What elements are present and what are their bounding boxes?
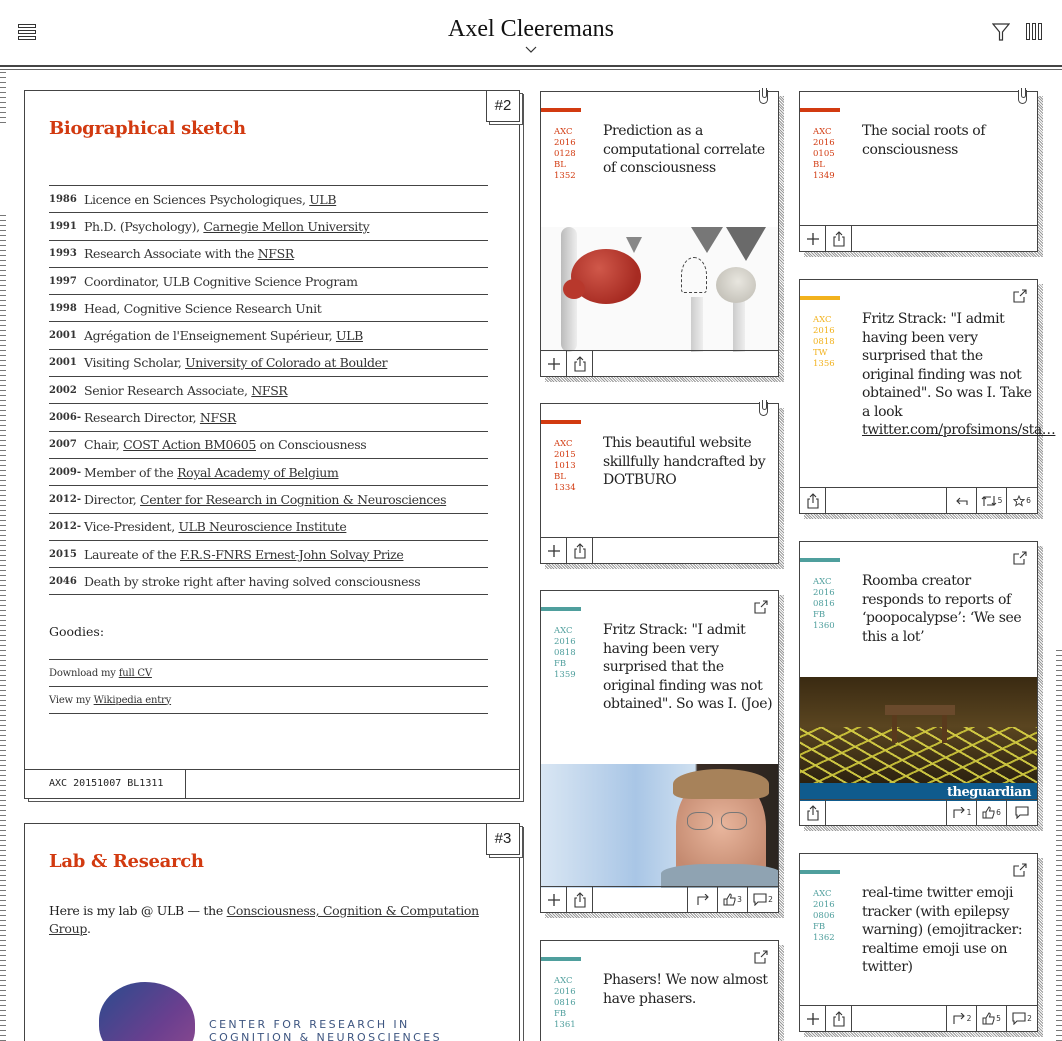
- meta-line: BL: [813, 160, 825, 170]
- page-title: Axel Cleeremans: [448, 16, 614, 42]
- meta-line: 0818: [554, 648, 576, 658]
- bio-text-main: Licence en Sciences Psychologiques,: [84, 191, 310, 207]
- reply-icon: [955, 496, 969, 506]
- thumbs-up-icon: [723, 893, 736, 906]
- bio-year: 1991: [49, 220, 77, 232]
- meta-line: 2016: [554, 637, 576, 647]
- bio-year: 2009-: [49, 466, 81, 478]
- bio-year: 2007: [49, 439, 77, 451]
- meta-line: FB: [813, 922, 826, 932]
- comment-icon: [1015, 806, 1029, 819]
- bio-link[interactable]: ULB Neuroscience Institute: [178, 519, 347, 535]
- bio-text: [84, 192, 336, 207]
- bio-entry: [49, 295, 488, 322]
- card-actions: [541, 886, 778, 912]
- bio-year: 2006-: [49, 412, 81, 424]
- card-actions: [800, 799, 1037, 825]
- retweet-count: 5: [997, 496, 1003, 505]
- meta-line: 1361: [554, 1020, 576, 1030]
- actions-spacer: [826, 488, 947, 513]
- thumbs-up-icon: [982, 1012, 995, 1025]
- bio-card: [24, 90, 520, 799]
- bio-link[interactable]: COST Action BM0605: [123, 437, 256, 453]
- bio-text-main: Visiting Scholar,: [84, 355, 186, 371]
- share-icon: [832, 231, 846, 247]
- card-text: [862, 310, 1056, 440]
- card-number-badge: #3: [486, 823, 520, 855]
- card-actions: [800, 225, 1037, 251]
- goodies-link[interactable]: Wikipedia entry: [93, 694, 172, 706]
- star-icon: [1013, 495, 1025, 507]
- bio-text-after: on Consciousness: [255, 437, 367, 453]
- meta-line: 2016: [813, 588, 835, 598]
- card-text-main: This beautiful website skillfully handcrafted by DOTBURO: [603, 435, 766, 488]
- share-icon: [573, 356, 587, 372]
- card-actions: [541, 537, 778, 563]
- card-text-main: The social roots of consciousness: [862, 123, 986, 158]
- bio-text-main: Chair,: [84, 437, 124, 453]
- goodies-list: [49, 659, 488, 714]
- scroll-ticks-left-top: [0, 72, 6, 127]
- meta-line: 1362: [813, 933, 835, 943]
- share-icon: [806, 493, 820, 509]
- forward-button[interactable]: [947, 1006, 977, 1031]
- scroll-ticks-left: [0, 215, 6, 1041]
- card-meta: [554, 127, 576, 182]
- logo-text: [209, 1018, 442, 1041]
- bio-link[interactable]: ULB: [335, 328, 363, 344]
- paperclip-icon: [1018, 90, 1027, 104]
- external-link-icon[interactable]: [754, 600, 768, 614]
- goodies-heading: Goodies:: [49, 624, 105, 639]
- top-bar: [0, 0, 1062, 70]
- comment-icon: [753, 893, 767, 906]
- accent-bar: [541, 420, 581, 424]
- share-count: 1: [966, 808, 972, 817]
- bio-year: 1986: [49, 193, 77, 205]
- meta-line: 0816: [554, 998, 576, 1008]
- retweet-icon: [981, 495, 997, 507]
- bio-entry: [49, 514, 488, 541]
- comment-button[interactable]: [1007, 800, 1037, 825]
- reply-button[interactable]: [947, 488, 977, 513]
- bio-link[interactable]: ULB: [309, 191, 337, 207]
- share-button[interactable]: [567, 351, 593, 376]
- feed-card[interactable]: [540, 590, 779, 913]
- bio-entry: [49, 377, 488, 404]
- feed-card[interactable]: [540, 91, 779, 377]
- card-actions: [800, 1005, 1037, 1031]
- meta-line: FB: [554, 1009, 567, 1019]
- meta-line: 1334: [554, 483, 576, 493]
- card-image: [800, 677, 1037, 801]
- meta-line: 2016: [554, 987, 576, 997]
- bio-link[interactable]: NFSR: [251, 382, 288, 398]
- bio-year: 2001: [49, 357, 77, 369]
- feed-card[interactable]: [540, 403, 779, 564]
- forward-button[interactable]: [688, 887, 718, 912]
- meta-line: AXC: [813, 577, 832, 587]
- card-text-main: Phasers! We now almost have phasers.: [603, 972, 768, 1007]
- lab-link[interactable]: Consciousness, Cognition & Computation Group: [49, 903, 479, 936]
- share-arrow-icon: [952, 807, 966, 819]
- plus-icon: [547, 357, 561, 371]
- meta-line: 0128: [554, 149, 576, 159]
- add-button[interactable]: [541, 887, 567, 912]
- like-button[interactable]: [718, 887, 748, 912]
- columns-icon[interactable]: [1026, 23, 1044, 41]
- add-button[interactable]: [541, 538, 567, 563]
- bio-entry: [49, 186, 488, 213]
- bio-entry: [49, 322, 488, 349]
- meta-line: 0816: [813, 599, 835, 609]
- card-meta: [813, 315, 835, 370]
- meta-line: AXC: [554, 626, 573, 636]
- bio-text: [84, 465, 338, 480]
- bio-text-main: Death by stroke right after having solved consciousness: [84, 573, 421, 589]
- bio-text: [84, 219, 369, 234]
- bio-entry: [49, 213, 488, 240]
- accent-bar: [541, 957, 581, 961]
- share-icon: [573, 543, 587, 559]
- bio-text: [84, 574, 420, 589]
- add-button[interactable]: [541, 351, 567, 376]
- meta-line: TW: [813, 348, 828, 358]
- like-count: 5: [996, 1014, 1001, 1023]
- actions-spacer: [826, 800, 947, 825]
- share-button[interactable]: [567, 887, 593, 912]
- share-icon: [573, 892, 587, 908]
- card-title: Biographical sketch: [49, 118, 246, 139]
- meta-line: AXC: [813, 127, 832, 137]
- meta-line: 2016: [813, 326, 835, 336]
- logo-blob: [99, 982, 195, 1041]
- comment-button[interactable]: [1007, 1006, 1037, 1031]
- share-icon: [806, 805, 820, 821]
- share-arrow-icon: [952, 1013, 966, 1025]
- card-actions: [800, 487, 1037, 513]
- bio-text-main: Research Associate with the: [84, 246, 258, 262]
- accent-bar: [800, 108, 840, 112]
- card-text: [603, 434, 775, 490]
- bio-entry: [49, 350, 488, 377]
- bio-text-main: Laureate of the: [84, 546, 180, 562]
- goodies-text: View my: [49, 694, 91, 706]
- bio-year: 1997: [49, 275, 77, 287]
- meta-line: FB: [554, 659, 567, 669]
- external-link-icon[interactable]: [754, 950, 768, 964]
- bio-year: 2012-: [49, 493, 81, 505]
- feed-card[interactable]: [799, 279, 1056, 514]
- bio-entry: [49, 541, 488, 568]
- bio-link[interactable]: NFSR: [257, 246, 294, 262]
- meta-line: 1352: [554, 171, 576, 181]
- share-button[interactable]: [800, 800, 826, 825]
- meta-line: 0818: [813, 337, 835, 347]
- bio-text: [84, 328, 363, 343]
- lab-card: [24, 823, 520, 1041]
- favorite-count: 6: [1026, 496, 1031, 505]
- bio-entry: [49, 568, 488, 595]
- goodies-text: Download my: [49, 667, 116, 679]
- card-text-main: Fritz Strack: "I admit having been very surprised that the original finding was not obtained". So was I. (Joe): [603, 622, 773, 712]
- card-meta: [554, 626, 576, 681]
- image-caption: theguardian: [947, 785, 1031, 800]
- card-image: [541, 227, 778, 352]
- plus-icon: [806, 1012, 820, 1026]
- meta-line: 2016: [813, 138, 835, 148]
- retweet-button[interactable]: [977, 488, 1007, 513]
- meta-line: AXC: [554, 439, 573, 449]
- goodies-item: [49, 660, 488, 687]
- accent-bar: [800, 296, 840, 300]
- bio-link[interactable]: Center for Research in Cognition & Neurosciences: [140, 491, 447, 507]
- card-meta: [813, 577, 835, 632]
- lab-intro: [49, 902, 479, 938]
- meta-line: AXC: [813, 889, 832, 899]
- card-meta: [813, 889, 835, 944]
- card-id: AXC 20151007 BL1311: [25, 770, 186, 798]
- add-button[interactable]: [800, 1006, 826, 1031]
- meta-line: AXC: [813, 315, 832, 325]
- bio-text-main: Director,: [84, 491, 140, 507]
- bio-entry: [49, 404, 488, 431]
- bio-year: 2001: [49, 330, 77, 342]
- bio-text: [84, 383, 288, 398]
- card-text-main: Fritz Strack: "I admit having been very surprised that the original finding was not obtained". So was I. Take a look: [862, 311, 1032, 420]
- bio-text-main: Ph.D. (Psychology),: [84, 218, 204, 234]
- share-arrow-icon: [696, 894, 710, 906]
- bio-link[interactable]: Royal Academy of Belgium: [177, 464, 339, 480]
- bio-list: [49, 185, 488, 595]
- add-button[interactable]: [800, 226, 826, 251]
- scroll-ticks-right: [1056, 650, 1062, 1041]
- meta-line: AXC: [554, 127, 573, 137]
- share-count: 2: [966, 1014, 972, 1023]
- bio-entry: [49, 268, 488, 295]
- card-text-main: real-time twitter emoji tracker (with epilepsy warning) (emojitracker: realtime emoji use on twitter): [862, 885, 1023, 975]
- card-text: [603, 971, 775, 1008]
- bio-text: [84, 410, 236, 425]
- meta-line: 1013: [554, 461, 576, 471]
- meta-line: 1360: [813, 621, 835, 631]
- external-link-icon[interactable]: [1013, 289, 1027, 303]
- card-meta: [813, 127, 835, 182]
- like-count: 3: [737, 895, 742, 904]
- share-button[interactable]: [800, 488, 826, 513]
- bio-text-main: Vice-President,: [84, 519, 179, 535]
- accent-bar: [541, 108, 581, 112]
- plus-icon: [547, 893, 561, 907]
- card-text: [603, 621, 775, 714]
- feed-card[interactable]: [799, 541, 1038, 826]
- card-meta: [554, 439, 576, 494]
- share-icon: [832, 1011, 846, 1027]
- bio-text: [84, 547, 403, 562]
- card-text: [603, 122, 775, 178]
- thumbs-up-icon: [982, 806, 995, 819]
- paperclip-icon: [759, 402, 768, 416]
- meta-line: 0105: [813, 149, 835, 159]
- feed-card[interactable]: [799, 91, 1038, 252]
- like-count: 6: [996, 808, 1001, 817]
- bio-text-main: Agrégation de l'Enseignement Supérieur,: [84, 328, 336, 344]
- bio-link[interactable]: University of Colorado at Boulder: [185, 355, 388, 371]
- bio-link[interactable]: NFSR: [199, 410, 237, 426]
- bio-link[interactable]: Carnegie Mellon University: [203, 218, 370, 234]
- bio-text: [84, 301, 321, 316]
- card-image: [541, 764, 778, 888]
- filter-icon[interactable]: [992, 23, 1010, 41]
- crcn-logo: [99, 982, 499, 1041]
- card-actions: [541, 350, 778, 376]
- bio-text: [84, 274, 358, 289]
- comment-count: 2: [1027, 1014, 1032, 1023]
- header-divider-thin: [0, 69, 1062, 70]
- share-button[interactable]: [826, 226, 852, 251]
- meta-line: AXC: [554, 976, 573, 986]
- card-text-main: Roomba creator responds to reports of ‘poopocalypse’: ‘We see this a lot’: [862, 573, 1022, 645]
- like-button[interactable]: [977, 800, 1007, 825]
- bio-link[interactable]: F.R.S-FNRS Ernest-John Solvay Prize: [180, 546, 404, 562]
- accent-bar: [800, 558, 840, 562]
- bio-year: 2012-: [49, 521, 81, 533]
- meta-line: FB: [813, 610, 826, 620]
- accent-bar: [541, 607, 581, 611]
- goodies-link[interactable]: full CV: [118, 667, 152, 679]
- comment-button[interactable]: [748, 887, 778, 912]
- card-text: [862, 884, 1034, 977]
- plus-icon: [547, 544, 561, 558]
- feed-card[interactable]: [540, 940, 779, 1041]
- meta-line: BL: [554, 472, 566, 482]
- bio-text: [84, 437, 366, 452]
- comment-icon: [1012, 1012, 1026, 1025]
- intro-after: .: [87, 921, 91, 936]
- card-footer: [25, 769, 519, 798]
- actions-spacer: [852, 1006, 947, 1031]
- intro-text: Here is my lab @ ULB — the: [49, 903, 227, 918]
- meta-line: 1359: [554, 670, 576, 680]
- meta-line: 2016: [813, 900, 835, 910]
- bio-entry: [49, 486, 488, 513]
- actions-spacer: [593, 887, 688, 912]
- card-link[interactable]: twitter.com/profsimons/sta…: [862, 422, 1056, 438]
- bio-text: [84, 492, 446, 507]
- card-text-main: Prediction as a computational correlate of consciousness: [603, 123, 765, 176]
- bio-text: [84, 246, 294, 261]
- chevron-down-icon[interactable]: [525, 44, 537, 56]
- logo-line: CENTER FOR RESEARCH IN: [209, 1018, 410, 1031]
- bio-text-main: Senior Research Associate,: [84, 382, 252, 398]
- bio-entry: [49, 459, 488, 486]
- bio-year: 1998: [49, 302, 77, 314]
- bio-entry: [49, 432, 488, 459]
- like-button[interactable]: [977, 1006, 1007, 1031]
- bio-year: 2015: [49, 548, 77, 560]
- card-number-badge: #2: [486, 90, 520, 122]
- meta-line: 2015: [554, 450, 576, 460]
- plus-icon: [806, 232, 820, 246]
- logo-line: COGNITION & NEUROSCIENCES: [209, 1031, 442, 1041]
- meta-line: 1356: [813, 359, 835, 369]
- bio-entry: [49, 241, 488, 268]
- goodies-item: [49, 687, 488, 714]
- paperclip-icon: [759, 90, 768, 104]
- bio-text: [84, 519, 346, 534]
- card-text: [862, 122, 1034, 159]
- card-text: [862, 572, 1034, 646]
- forward-button[interactable]: [947, 800, 977, 825]
- bio-text-main: Head, Cognitive Science Research Unit: [84, 300, 322, 316]
- share-button[interactable]: [826, 1006, 852, 1031]
- feed-card[interactable]: [799, 853, 1038, 1032]
- meta-line: 0806: [813, 911, 835, 921]
- card-title: Lab & Research: [49, 851, 204, 872]
- favorite-button[interactable]: [1007, 488, 1037, 513]
- bio-text: [84, 355, 387, 370]
- comment-count: 2: [768, 895, 773, 904]
- card-meta: [554, 976, 576, 1031]
- bio-text-main: Coordinator, ULB Cognitive Science Program: [84, 273, 358, 289]
- accent-bar: [800, 870, 840, 874]
- external-link-icon[interactable]: [1013, 863, 1027, 877]
- share-button[interactable]: [567, 538, 593, 563]
- bio-year: 2002: [49, 384, 77, 396]
- bio-year: 1993: [49, 248, 77, 260]
- bio-year: 2046: [49, 575, 77, 587]
- meta-line: 2016: [554, 138, 576, 148]
- meta-line: 1349: [813, 171, 835, 181]
- bio-text-main: Member of the: [84, 464, 178, 480]
- external-link-icon[interactable]: [1013, 551, 1027, 565]
- bio-text-main: Research Director,: [84, 410, 200, 426]
- meta-line: BL: [554, 160, 566, 170]
- header-divider: [0, 65, 1062, 67]
